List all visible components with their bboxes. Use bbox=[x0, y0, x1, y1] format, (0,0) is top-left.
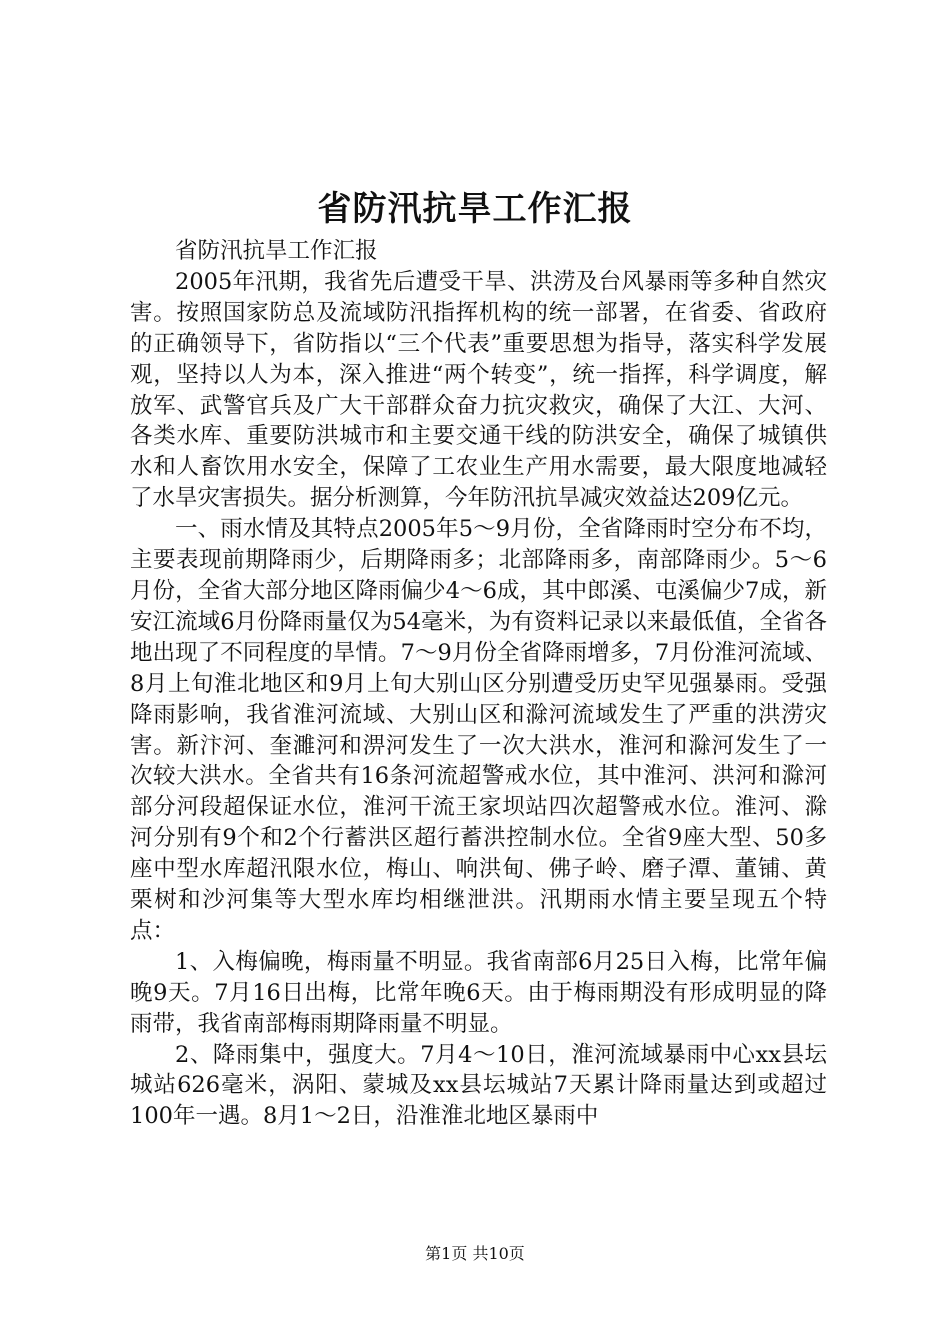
paragraph-subtitle: 省防汛抗旱工作汇报 bbox=[175, 238, 378, 264]
paragraph-intro: 2005年汛期，我省先后遭受干旱、洪涝及台风暴雨等多种自然灾害。按照国家防总及流域防汛指挥机构的统一部署，在省委、省政府的正确领导下，省防指以“三个代表”重要思想为指导，落实科学发展观，坚持以人为本，深入推进“两个转变”，统一指挥，科学调度，解放军、武警官兵及广大干部群众奋力抗灾救灾，确保了大江、大河、各类水库、重要防洪城市和主要交通干线的防洪安全，确保了城镇供水和人畜饮用水安全，保障了工农业生产用水需要，最大限度地减轻了水旱灾害损失。据分析测算，今年防汛抗旱减灾效益达209亿元。 bbox=[130, 268, 827, 512]
paragraph-section-one: 一、雨水情及其特点2005年5～9月份，全省降雨时空分布不均，主要表现前期降雨少，后期降雨多；北部降雨多，南部降雨少。5～6月份，全省大部分地区降雨偏少4～6成，其中郎溪、屯溪偏少7成，新安江流域6月份降雨量仅为54毫米，为有资料记录以来最低值，全省各地出现了不同程度的旱情。7～9月份全省降雨增多，7月份淮河流域、8月上旬淮北地区和9月上旬大别山区分别遭受历史罕见强暴雨。受强降雨影响，我省淮河流域、大别山区和滁河流域发生了严重的洪涝灾害。新汴河、奎濉河和淠河发生了一次大洪水，淮河和滁河发生了一次较大洪水。全省共有16条河流超警戒水位，其中淮河、洪河和滁河部分河段超保证水位，淮河干流王家坝站四次超警戒水位。淮河、滁河分别有9个和2个行蓄洪区超行蓄洪控制水位。全省9座大型、50多座中型水库超汛限水位，梅山、响洪甸、佛子岭、磨子潭、董铺、黄栗树和沙河集等大型水库均相继泄洪。汛期雨水情主要呈现五个特点： bbox=[130, 516, 827, 944]
paragraph-point-two: 2、降雨集中，强度大。7月4～10日，淮河流域暴雨中心xx县坛城站626毫米，涡阳、蒙城及xx县坛城站7天累计降雨量达到或超过100年一遇。8月1～2日，沿淮淮北地区暴雨中 bbox=[130, 1041, 827, 1130]
paragraph-point-one: 1、入梅偏晚，梅雨量不明显。我省南部6月25日入梅，比常年偏晚9天。7月16日出梅，比常年晚6天。由于梅雨期没有形成明显的降雨带，我省南部梅雨期降雨量不明显。 bbox=[130, 948, 827, 1037]
document-body bbox=[130, 236, 827, 1132]
page-number-footer: 第1页 共10页 bbox=[425, 1244, 525, 1263]
document-title: 省防汛抗旱工作汇报 bbox=[317, 189, 633, 229]
